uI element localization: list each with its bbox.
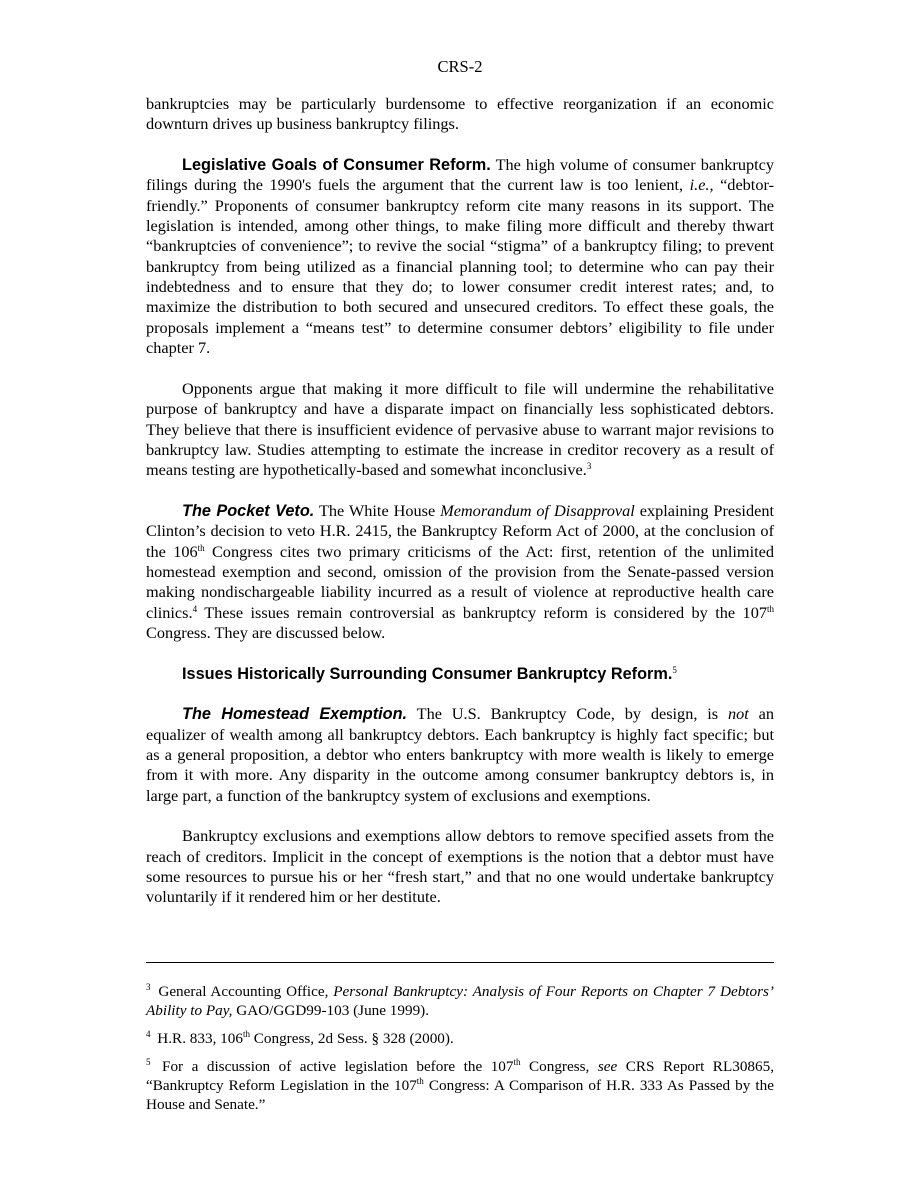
italic-text: see — [597, 1058, 618, 1075]
italic-text: Personal Bankruptcy: Analysis of Four Reports on Chapter 7 Debtors’ Ability to Pay, — [146, 983, 774, 1019]
footnote-ref-3[interactable]: 3 — [586, 461, 592, 472]
paragraph-exclusions — [146, 826, 774, 907]
paragraph-pocket-veto — [146, 501, 774, 643]
document-page — [146, 0, 774, 1191]
paragraph-text: The U.S. Bankruptcy Code, by design, is — [407, 704, 728, 724]
footnote-text: General Accounting Office, — [153, 983, 334, 1000]
footnote-mark: 3 — [146, 982, 151, 992]
paragraph-continuation — [146, 94, 774, 135]
section-heading-homestead: The Homestead Exemption. — [182, 705, 408, 724]
paragraph-text: an equalizer of wealth among all bankruptcy debtors. Each bankruptcy is highly fact specific; but as a general proposition, a debtor who enters bankruptcy with more wealth is likely to emerge from it with more. Any disparity in the outcome among consumer bankruptcy debtors is, in large part, a function of the bankruptcy system of exclusions and exemptions. — [146, 704, 774, 805]
paragraph-text: , “debtor-friendly.” Proponents of consumer bankruptcy reform cite many reasons in its support. The legislation is intended, among other things, to make filing more difficult and thereby thwart “bankruptcies of convenience”; to revive the social “stigma” of a bankruptcy filing; to prevent bankruptcy from being utilized as a financial planning tool; to determine who can pay their indebtedness and to ensure that they do; to lower consumer credit interest rates; and, to maximize the distribution to both secured and unsecured creditors. To effect these goals, the proposals implement a “means test” to determine consumer debtors’ eligibility to file under chapter 7. — [146, 175, 774, 358]
paragraph-homestead-exemption — [146, 704, 774, 806]
ordinal-suffix: th — [416, 1076, 424, 1086]
footnote-5 — [146, 1057, 774, 1114]
section-heading-issues — [146, 664, 774, 684]
footnote-mark: 4 — [146, 1029, 151, 1039]
paragraph-text: explaining President Clinton’s decision to veto H.R. 2415, the Bankruptcy Reform Act of 2000, at the conclusion of the 106 — [146, 500, 774, 561]
footnote-4 — [146, 1029, 774, 1048]
footnote-ref-4[interactable]: 4 — [192, 603, 198, 614]
footnote-text: CRS Report RL30865, “Bankruptcy Reform Legislation in the 107 — [146, 1058, 774, 1094]
paragraph-text: Bankruptcy exclusions and exemptions allow debtors to remove specified assets from the reach of creditors. Implicit in the concept of exemptions is the notion that a debtor must have some resources to pursue his or her “fresh start,” and that no one would undertake bankruptcy voluntarily if it rendered him or her destitute. — [146, 826, 774, 907]
italic-text: i.e. — [689, 175, 710, 195]
footnote-text: GAO/GGD99-103 (June 1999). — [232, 1002, 430, 1019]
body-text — [146, 94, 774, 928]
section-heading-pocket-veto: The Pocket Veto. — [182, 501, 315, 520]
paragraph-opponents — [146, 379, 774, 481]
footnote-ref-5[interactable]: 5 — [672, 664, 677, 675]
paragraph-text: bankruptcies may be particularly burdensome to effective reorganization if an economic downturn drives up business bankruptcy filings. — [146, 94, 774, 134]
paragraph-text: Opponents argue that making it more difficult to file will undermine the rehabilitative purpose of bankruptcy and have a disparate impact on financially less sophisticated debtors. They believe that there is insufficient evidence of pervasive abuse to warrant major revisions to bankruptcy law. Studies attempting to estimate the increase in creditor recovery as a result of means testing are hypothetically-based and somewhat inconclusive. — [146, 378, 774, 480]
footnotes — [146, 982, 774, 1123]
ordinal-suffix: th — [766, 603, 774, 614]
page-header: CRS-2 — [437, 57, 483, 76]
footnote-text: For a discussion of active legislation before the 107 — [153, 1058, 514, 1075]
paragraph-text: These issues remain controversial as bankruptcy reform is considered by the 107 — [197, 602, 767, 622]
footnote-mark: 5 — [146, 1057, 151, 1067]
footnote-divider — [146, 962, 774, 963]
footnote-text: Congress, 2d Sess. § 328 (2000). — [249, 1030, 454, 1047]
paragraph-text: Congress. They are discussed below. — [146, 622, 386, 642]
ordinal-suffix: th — [197, 542, 205, 553]
ordinal-suffix: th — [513, 1057, 521, 1067]
italic-text: not — [727, 704, 749, 724]
paragraph-text: The high volume of consumer bankruptcy filings during the 1990's fuels the argument that the current law is too lenient, — [146, 155, 774, 195]
heading-text: Issues Historically Surrounding Consumer Bankruptcy Reform. — [182, 664, 673, 683]
paragraph-legislative-goals — [146, 155, 774, 358]
footnote-text: Congress, — [520, 1058, 598, 1075]
footnote-text: H.R. 833, 106 — [153, 1030, 243, 1047]
italic-text: Memorandum of Disapproval — [440, 500, 635, 520]
section-heading-legislative-goals: Legislative Goals of Consumer Reform. — [182, 156, 491, 175]
ordinal-suffix: th — [242, 1029, 250, 1039]
footnote-3 — [146, 982, 774, 1020]
paragraph-text: The White House — [314, 500, 441, 520]
paragraph-text: Congress cites two primary criticisms of the Act: first, retention of the unlimited homestead exemption and second, omission of the provision from the Senate-passed version making nondischargeable liability incurred as a result of violence at reproductive health care clinics. — [146, 541, 774, 622]
footnote-text: Congress: A Comparison of H.R. 333 As Passed by the House and Senate.” — [146, 1077, 774, 1113]
